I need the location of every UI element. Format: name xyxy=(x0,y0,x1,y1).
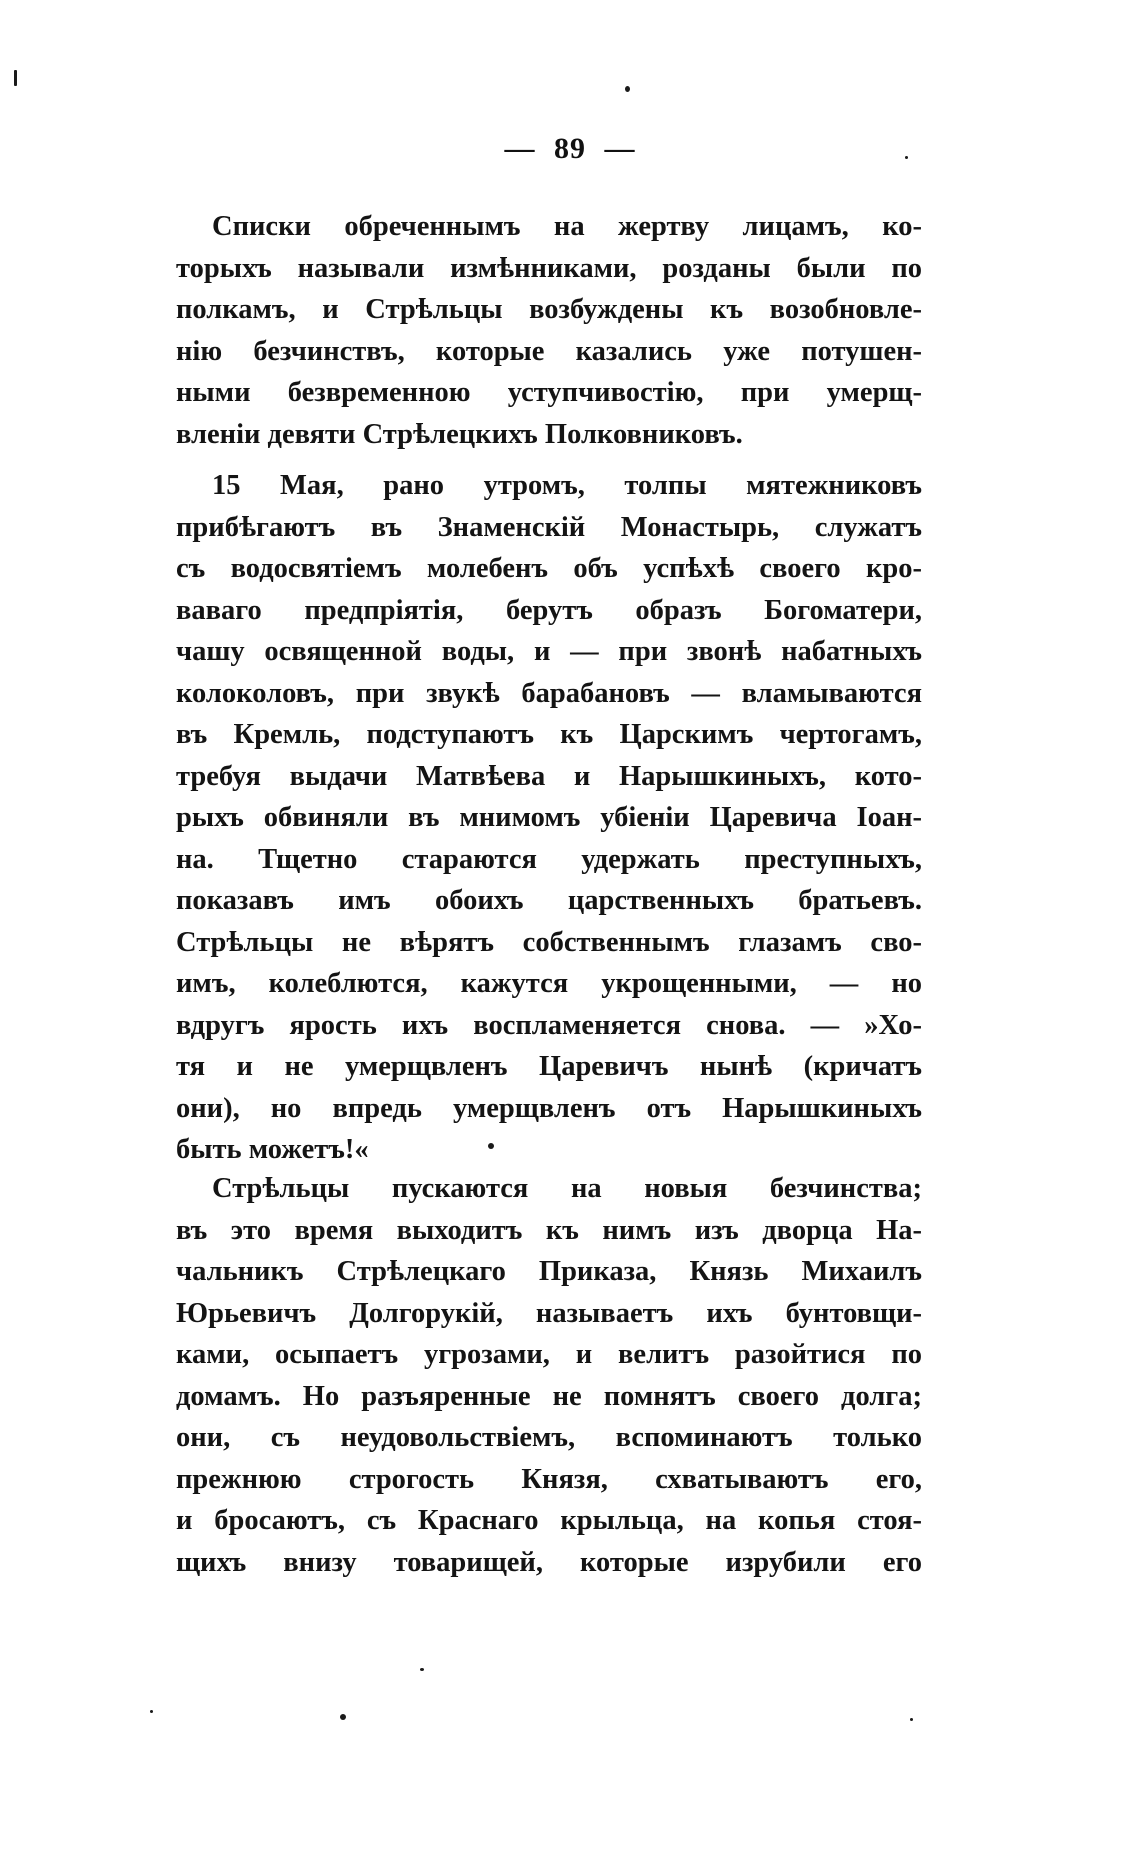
text-line: 15 Мая, рано утромъ, толпы мятежниковъ xyxy=(212,470,922,501)
text-line: нію безчинствъ, которые казались уже потушен- xyxy=(176,335,922,367)
text-line: они, съ неудовольствіемъ, вспоминаютъ только xyxy=(176,1422,922,1453)
text-line: колоколовъ, при звукѣ барабановъ — вламываются xyxy=(176,677,922,709)
scan-speck xyxy=(420,1668,424,1671)
scan-speck xyxy=(488,1143,494,1149)
text-line: требуя выдачи Матвѣева и Нарышкиныхъ, кото- xyxy=(176,760,922,792)
text-line: прибѣгаютъ въ Знаменскій Монастырь, служатъ xyxy=(176,511,922,543)
scan-speck xyxy=(625,86,630,92)
text-line: торыхъ называли измѣнниками, розданы были по xyxy=(176,252,922,284)
text-line: и бросаютъ, съ Краснаго крыльца, на копья стоя- xyxy=(176,1505,922,1536)
scan-speck xyxy=(910,1718,913,1721)
text-line: ными безвременною уступчивостію, при умерщ- xyxy=(176,377,922,408)
text-line: вдругъ ярость ихъ воспламеняется снова. — »Хо- xyxy=(176,1009,922,1041)
text-line: щихъ внизу товарищей, которые изрубили его xyxy=(176,1546,922,1578)
scan-speck xyxy=(150,1710,153,1713)
scan-speck xyxy=(905,156,908,159)
text-line: имъ, колеблются, кажутся укрощенными, — но xyxy=(176,968,922,999)
text-line: прежнюю строгость Князя, схватываютъ его, xyxy=(176,1463,922,1495)
page-number: 89 xyxy=(554,132,586,165)
text-line: на. Тщетно стараются удержать преступныхъ, xyxy=(176,843,922,875)
text-line: Стрѣльцы не вѣрятъ собственнымъ глазамъ сво- xyxy=(176,926,922,958)
text-line: быть можетъ!« xyxy=(176,1134,369,1165)
text-line: Юрьевичъ Долгорукій, называетъ ихъ бунтовщи- xyxy=(176,1297,922,1329)
text-line: въ Кремль, подступаютъ къ Царскимъ чертогамъ, xyxy=(176,719,922,750)
page-number-header xyxy=(0,132,1140,166)
text-line: Списки обреченнымъ на жертву лицамъ, ко- xyxy=(212,211,922,242)
text-line: тя и не умерщвленъ Царевичъ нынѣ (кричатъ xyxy=(176,1051,922,1082)
text-line: чальникъ Стрѣлецкаго Приказа, Князь Михаилъ xyxy=(176,1256,922,1287)
paragraph-2 xyxy=(176,465,922,1171)
text-line: они), но впредь умерщвленъ отъ Нарышкиныхъ xyxy=(176,1092,922,1124)
text-line: съ водосвятіемъ молебенъ объ успѣхѣ своего кро- xyxy=(176,553,922,584)
paragraph-1 xyxy=(176,206,922,455)
text-line: ками, осыпаетъ угрозами, и велитъ разойтися по xyxy=(176,1339,922,1370)
text-line: Стрѣльцы пускаются на новыя безчинства; xyxy=(212,1173,922,1204)
text-line: вленіи девяти Стрѣлецкихъ Полковниковъ. xyxy=(176,418,743,450)
text-line: ваваго предпріятія, берутъ образъ Богоматери, xyxy=(176,594,922,626)
scan-speck xyxy=(14,70,17,86)
text-line: показавъ имъ обоихъ царственныхъ братьевъ. xyxy=(176,885,922,916)
dash-right: — xyxy=(604,132,636,165)
text-line: въ это время выходитъ къ нимъ изъ дворца На- xyxy=(176,1214,922,1246)
dash-left: — xyxy=(504,132,536,165)
text-line: домамъ. Но разъяренные не помнятъ своего долга; xyxy=(176,1380,922,1412)
text-line: полкамъ, и Стрѣльцы возбуждены къ возобновле- xyxy=(176,294,922,325)
text-line: чашу освященной воды, и — при звонѣ набатныхъ xyxy=(176,636,922,667)
text-line: рыхъ обвиняли въ мнимомъ убіеніи Царевича Іоан- xyxy=(176,802,922,833)
paragraph-3 xyxy=(176,1168,922,1583)
scan-speck xyxy=(340,1714,346,1720)
